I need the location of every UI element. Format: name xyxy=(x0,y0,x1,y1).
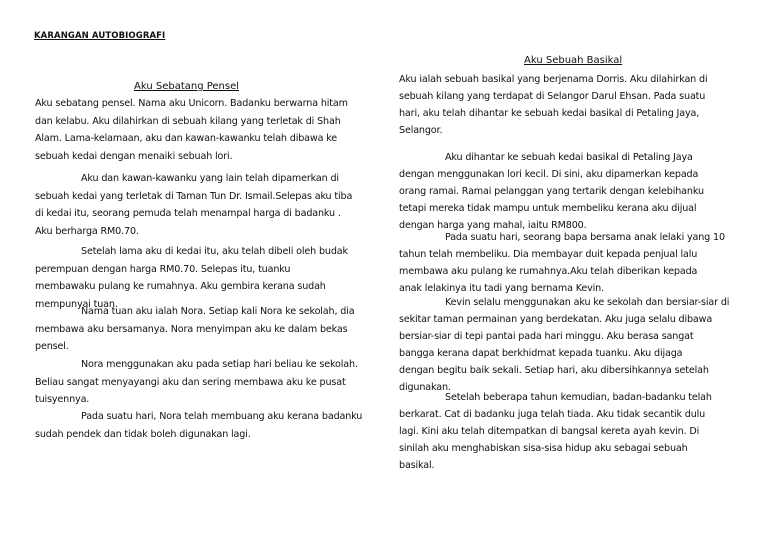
paragraph-line: di kedai itu, seorang pemuda telah menampal harga di badanku . xyxy=(35,208,341,220)
paragraph-line: dan kelabu. Aku dilahirkan di sebuah kilang yang terletak di Shah xyxy=(35,115,341,127)
paragraph-line: membawaku pulang ke rumahnya. Aku gembira kerana sudah xyxy=(35,281,326,293)
paragraph-line: Aku sebatang pensel. Nama aku Unicorn. Badanku berwarna hitam xyxy=(35,98,348,109)
paragraph-line: mempunyai tuan. xyxy=(35,298,118,310)
paragraph-line: Aku dan kawan-kawanku yang lain telah dipamerkan di xyxy=(81,173,339,184)
paragraph-line: anak lelakinya itu tadi yang bernama Kevin. xyxy=(399,283,604,294)
paragraph-line: sebuah kedai dengan menaiki sebuah lori. xyxy=(35,150,233,162)
paragraph-line: bersiar-siar di tepi pantai pada hari minggu. Aku berasa sangat xyxy=(399,331,694,342)
essay-heading: Aku Sebatang Pensel xyxy=(134,81,240,92)
paragraph-line: tahun telah membeliku. Dia membayar duit kepada penjual lalu xyxy=(399,249,698,260)
paragraph-line: tuisyennya. xyxy=(35,394,90,406)
paragraph-line: Beliau sangat menyayangi aku dan sering membawa aku ke pusat xyxy=(35,376,346,388)
paragraph xyxy=(35,303,354,356)
paragraph-line: perempuan dengan harga RM0.70. Selepas itu, tuanku xyxy=(35,263,291,275)
paragraph-line: sinilah aku menghabiskan sisa-sisa hidup aku sebagai sebuah xyxy=(399,443,688,454)
paragraph xyxy=(35,170,352,240)
paragraph-line: Aku berharga RM0.70. xyxy=(35,225,139,237)
paragraph-line: sebuah kedai yang terletak di Taman Tun Dr. Ismail.Selepas aku tiba xyxy=(35,190,353,202)
paragraph-line: Kevin selalu menggunakan aku ke sekolah dan bersiar-siar di xyxy=(445,297,730,308)
paragraph-line: dengan menggunakan lori kecil. Di sini, aku dipamerkan kepada xyxy=(399,169,699,180)
paragraph xyxy=(399,294,729,396)
paragraph-line: hari, aku telah dihantar ke sebuah kedai basikal di Petaling Jaya, xyxy=(399,108,700,119)
paragraph-line: Nama tuan aku ialah Nora. Setiap kali Nora ke sekolah, dia xyxy=(81,306,355,317)
paragraph-line: lagi. Kini aku telah ditempatkan di bangsal kereta ayah kevin. Di xyxy=(399,426,700,437)
paragraph-line: Nora menggunakan aku pada setiap hari beliau ke sekolah. xyxy=(81,359,358,370)
paragraph-line: bangga kerana dapat berkhidmat kepada tuanku. Aku dijaga xyxy=(399,348,683,359)
paragraph-line: dengan harga yang mahal, iaitu RM800. xyxy=(399,220,587,231)
paragraph-line: membawa aku bersamanya. Nora menyimpan aku ke dalam bekas xyxy=(35,323,348,335)
document-title: KARANGAN AUTOBIOGRAFI xyxy=(34,31,166,41)
paragraph-line: Setelah beberapa tahun kemudian, badan-badanku telah xyxy=(445,392,712,403)
paragraph-line: Aku dihantar ke sebuah kedai basikal di Petaling Jaya xyxy=(445,152,693,163)
paragraph-line: pensel. xyxy=(35,341,69,353)
paragraph xyxy=(399,229,725,297)
paragraph-line: sudah pendek dan tidak boleh digunakan lagi. xyxy=(35,428,251,440)
paragraph-line: tetapi mereka tidak mampu untuk membeliku kerana aku dijual xyxy=(399,203,697,214)
paragraph xyxy=(399,149,704,234)
paragraph xyxy=(35,95,348,165)
paragraph xyxy=(399,389,712,474)
paragraph-line: Setelah lama aku di kedai itu, aku telah dibeli oleh budak xyxy=(81,246,348,257)
paragraph-line: basikal. xyxy=(399,460,435,471)
paragraph xyxy=(399,71,707,139)
paragraph-line: sebuah kilang yang terdapat di Selangor Darul Ehsan. Pada suatu xyxy=(399,91,706,102)
essay-heading: Aku Sebuah Basikal xyxy=(524,55,623,66)
paragraph-line: sekitar taman permainan yang berdekatan. Aku juga selalu dibawa xyxy=(399,314,713,325)
paragraph-line: berkarat. Cat di badanku juga telah tiada. Aku tidak secantik dulu xyxy=(399,409,706,420)
paragraph-line: Pada suatu hari, Nora telah membuang aku kerana badanku xyxy=(81,411,363,422)
paragraph xyxy=(35,356,358,409)
paragraph-line: Pada suatu hari, seorang bapa bersama anak lelaki yang 10 xyxy=(445,232,725,243)
paragraph-line: Aku ialah sebuah basikal yang berjenama Dorris. Aku dilahirkan di xyxy=(399,74,708,85)
paragraph-line: membawa aku pulang ke rumahnya.Aku telah diberikan kepada xyxy=(399,266,698,277)
paragraph xyxy=(35,408,362,443)
paragraph-line: digunakan. xyxy=(399,382,451,393)
paragraph-line: Selangor. xyxy=(399,125,443,136)
paragraph-line: dengan begitu baik sekali. Setiap hari, aku dibersihkannya setelah xyxy=(399,365,709,376)
paragraph-line: Alam. Lama-kelamaan, aku dan kawan-kawanku telah dibawa ke xyxy=(35,133,338,145)
paragraph-line: orang ramai. Ramai pelanggan yang tertarik dengan kelebihanku xyxy=(399,186,704,197)
